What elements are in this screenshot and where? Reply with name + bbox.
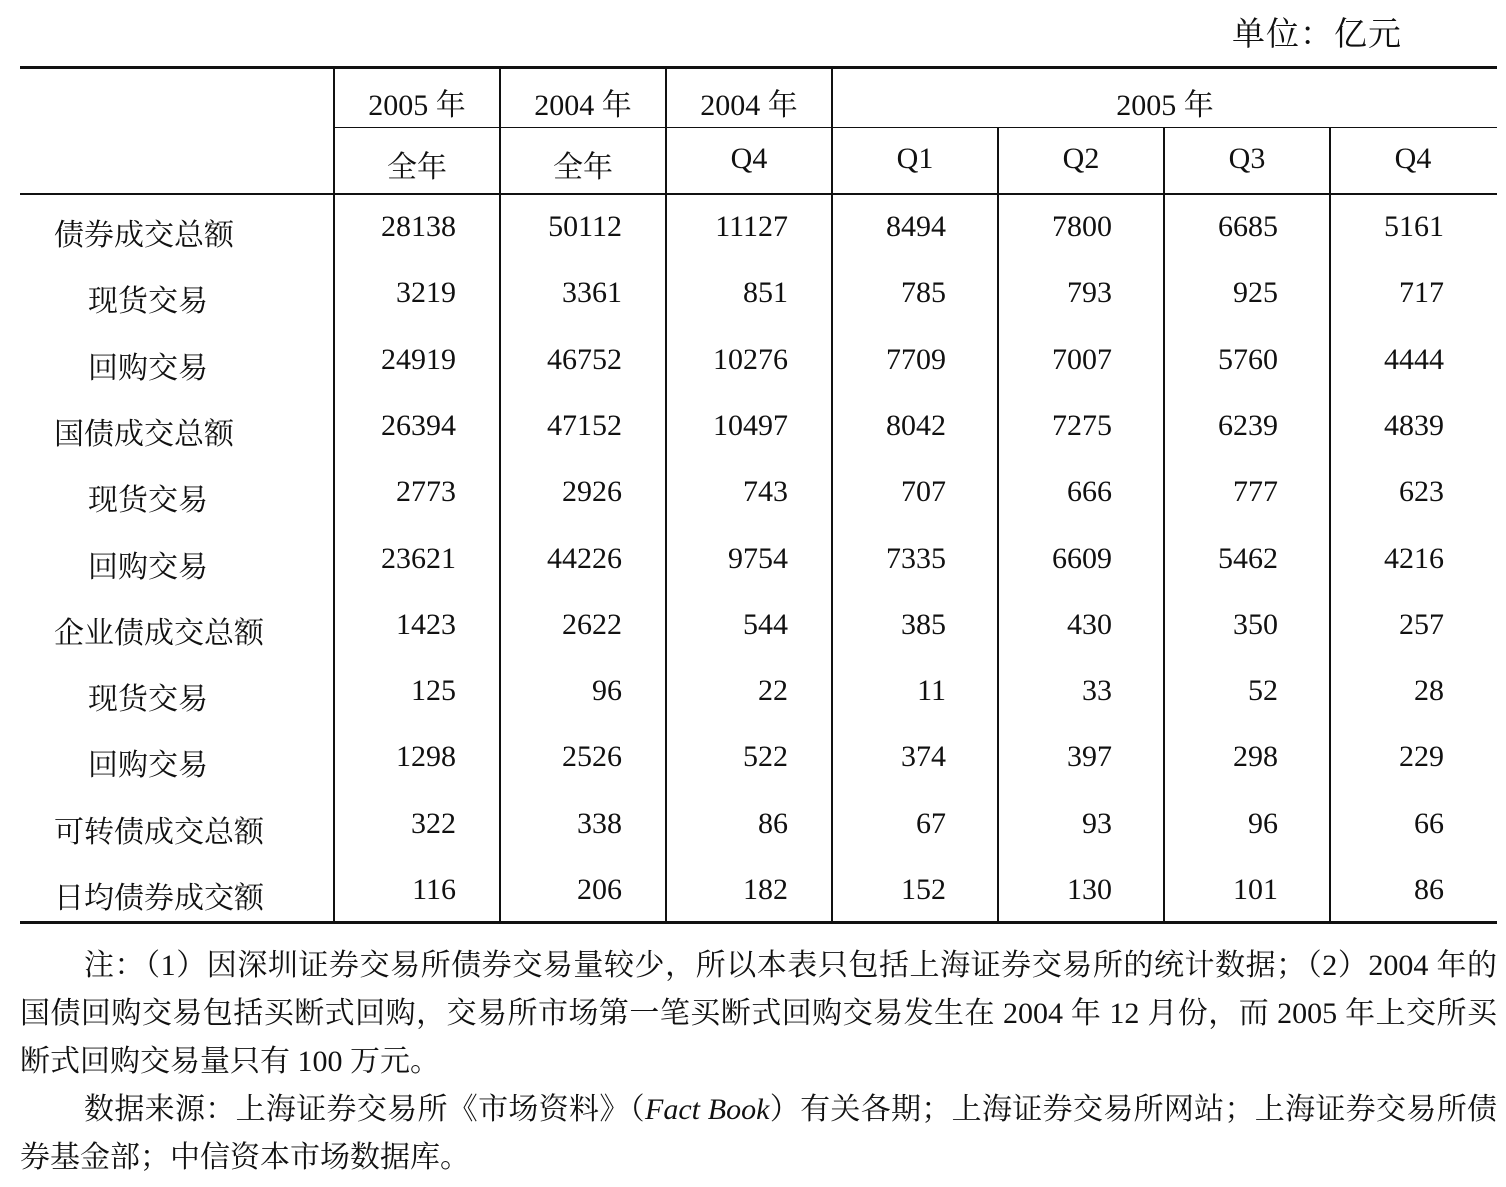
table-cell: 4444 bbox=[1384, 343, 1444, 376]
table-cell: 793 bbox=[1067, 276, 1112, 309]
row-label: 现货交易 bbox=[88, 284, 208, 319]
table-cell: 152 bbox=[901, 873, 946, 906]
table-cell: 229 bbox=[1399, 740, 1444, 773]
table-cell: 623 bbox=[1399, 475, 1444, 508]
table-cell: 707 bbox=[901, 475, 946, 508]
table-cell: 11 bbox=[917, 674, 946, 707]
column-divider bbox=[997, 127, 999, 923]
table-bottom-rule bbox=[20, 921, 1497, 924]
source-prefix: 数据来源：上海证券交易所《市场资料》（ bbox=[84, 1093, 645, 1126]
table-cell: 33 bbox=[1082, 674, 1112, 707]
table-cell: 7007 bbox=[1052, 343, 1112, 376]
row-label: 可转债成交总额 bbox=[54, 815, 264, 850]
header-2005-quarters: 2005 年 bbox=[1116, 89, 1214, 122]
table-cell: 11127 bbox=[715, 210, 788, 243]
table-cell: 66 bbox=[1414, 807, 1444, 840]
table-cell: 4216 bbox=[1384, 542, 1444, 575]
row-label: 回购交易 bbox=[88, 550, 208, 585]
table-cell: 7709 bbox=[886, 343, 946, 376]
table-cell: 743 bbox=[743, 475, 788, 508]
table-cell: 6685 bbox=[1218, 210, 1278, 243]
subheader-full-year-2004: 全年 bbox=[553, 151, 613, 184]
table-cell: 8042 bbox=[886, 409, 946, 442]
note-text: 注：（1）因深圳证券交易所债券交易量较少，所以本表只包括上海证券交易所的统计数据；（2）2004 年的国债回购交易包括买断式回购，交易所市场第一笔买断式回购交易发生在 2004 年 12 月份，而 2005 年上交所买断式回购交易量只有 100 万元。 bbox=[20, 949, 1497, 1078]
header-bottom-rule bbox=[20, 193, 1497, 195]
table-cell: 7335 bbox=[886, 542, 946, 575]
table-cell: 101 bbox=[1233, 873, 1278, 906]
table-cell: 52 bbox=[1248, 674, 1278, 707]
table-cell: 4839 bbox=[1384, 409, 1444, 442]
table-cell: 338 bbox=[577, 807, 622, 840]
table-cell: 257 bbox=[1399, 608, 1444, 641]
table-cell: 9754 bbox=[728, 542, 788, 575]
row-label: 回购交易 bbox=[88, 351, 208, 386]
table-cell: 777 bbox=[1233, 475, 1278, 508]
table-cell: 182 bbox=[743, 873, 788, 906]
table-cell: 385 bbox=[901, 608, 946, 641]
row-label: 现货交易 bbox=[88, 483, 208, 518]
table-cell: 206 bbox=[577, 873, 622, 906]
table-cell: 46752 bbox=[547, 343, 622, 376]
table-cell: 5462 bbox=[1218, 542, 1278, 575]
source-italic: Fact Book bbox=[645, 1093, 770, 1126]
table-cell: 2773 bbox=[396, 475, 456, 508]
table-cell: 96 bbox=[1248, 807, 1278, 840]
table-cell: 2622 bbox=[562, 608, 622, 641]
row-label: 日均债券成交额 bbox=[54, 881, 264, 916]
table-cell: 666 bbox=[1067, 475, 1112, 508]
source-suffix: ）有关各期；上海证券交易所网站；上海证券交易所债券基金部；中信资本市场数据库。 bbox=[20, 1093, 1498, 1174]
table-cell: 925 bbox=[1233, 276, 1278, 309]
table-cell: 430 bbox=[1067, 608, 1112, 641]
table-cell: 23621 bbox=[381, 542, 456, 575]
table-cell: 7800 bbox=[1052, 210, 1112, 243]
table-cell: 47152 bbox=[547, 409, 622, 442]
table-cell: 374 bbox=[901, 740, 946, 773]
table-cell: 2526 bbox=[562, 740, 622, 773]
table-cell: 28 bbox=[1414, 674, 1444, 707]
header-2004-q4-year: 2004 年 bbox=[700, 89, 798, 122]
table-cell: 6609 bbox=[1052, 542, 1112, 575]
table-cell: 50112 bbox=[548, 210, 622, 243]
column-divider bbox=[1163, 127, 1165, 923]
table-cell: 5760 bbox=[1218, 343, 1278, 376]
table-cell: 851 bbox=[743, 276, 788, 309]
row-label: 国债成交总额 bbox=[54, 417, 234, 452]
table-cell: 44226 bbox=[547, 542, 622, 575]
table-cell: 22 bbox=[758, 674, 788, 707]
table-cell: 7275 bbox=[1052, 409, 1112, 442]
source-text bbox=[20, 1086, 1497, 1182]
unit-label: 单位：亿元 bbox=[1232, 14, 1402, 53]
subheader-q1: Q1 bbox=[896, 142, 934, 175]
table-cell: 5161 bbox=[1384, 210, 1444, 243]
table-cell: 1423 bbox=[396, 608, 456, 641]
row-label: 企业债成交总额 bbox=[54, 616, 264, 651]
table-cell: 86 bbox=[758, 807, 788, 840]
table-top-rule bbox=[20, 66, 1497, 69]
table-cell: 96 bbox=[592, 674, 622, 707]
column-divider bbox=[1329, 127, 1331, 923]
table-cell: 298 bbox=[1233, 740, 1278, 773]
header-2004-year: 2004 年 bbox=[534, 89, 632, 122]
subheader-q3: Q3 bbox=[1228, 142, 1266, 175]
table-cell: 522 bbox=[743, 740, 788, 773]
table-cell: 26394 bbox=[381, 409, 456, 442]
table-cell: 125 bbox=[411, 674, 456, 707]
table-cell: 130 bbox=[1067, 873, 1112, 906]
table-cell: 544 bbox=[743, 608, 788, 641]
row-label: 现货交易 bbox=[88, 682, 208, 717]
row-label: 债券成交总额 bbox=[54, 218, 234, 253]
table-cell: 1298 bbox=[396, 740, 456, 773]
header-2005-year: 2005 年 bbox=[368, 89, 466, 122]
table-cell: 3361 bbox=[562, 276, 622, 309]
subheader-2004-q4: Q4 bbox=[730, 142, 768, 175]
table-cell: 3219 bbox=[396, 276, 456, 309]
table-cell: 717 bbox=[1399, 276, 1444, 309]
table-cell: 10276 bbox=[713, 343, 788, 376]
table-cell: 24919 bbox=[381, 343, 456, 376]
table-cell: 86 bbox=[1414, 873, 1444, 906]
subheader-q4: Q4 bbox=[1394, 142, 1432, 175]
table-cell: 350 bbox=[1233, 608, 1278, 641]
row-label: 回购交易 bbox=[88, 748, 208, 783]
table-notes bbox=[20, 942, 1497, 1182]
table-cell: 67 bbox=[916, 807, 946, 840]
table-cell: 397 bbox=[1067, 740, 1112, 773]
table-cell: 28138 bbox=[381, 210, 456, 243]
subheader-q2: Q2 bbox=[1062, 142, 1100, 175]
table-cell: 116 bbox=[412, 873, 456, 906]
subheader-full-year-2005: 全年 bbox=[387, 151, 447, 184]
header-sub-rule bbox=[334, 127, 1497, 128]
table-cell: 8494 bbox=[886, 210, 946, 243]
table-cell: 2926 bbox=[562, 475, 622, 508]
table-cell: 785 bbox=[901, 276, 946, 309]
table-cell: 10497 bbox=[713, 409, 788, 442]
table-cell: 93 bbox=[1082, 807, 1112, 840]
table-cell: 322 bbox=[411, 807, 456, 840]
table-cell: 6239 bbox=[1218, 409, 1278, 442]
